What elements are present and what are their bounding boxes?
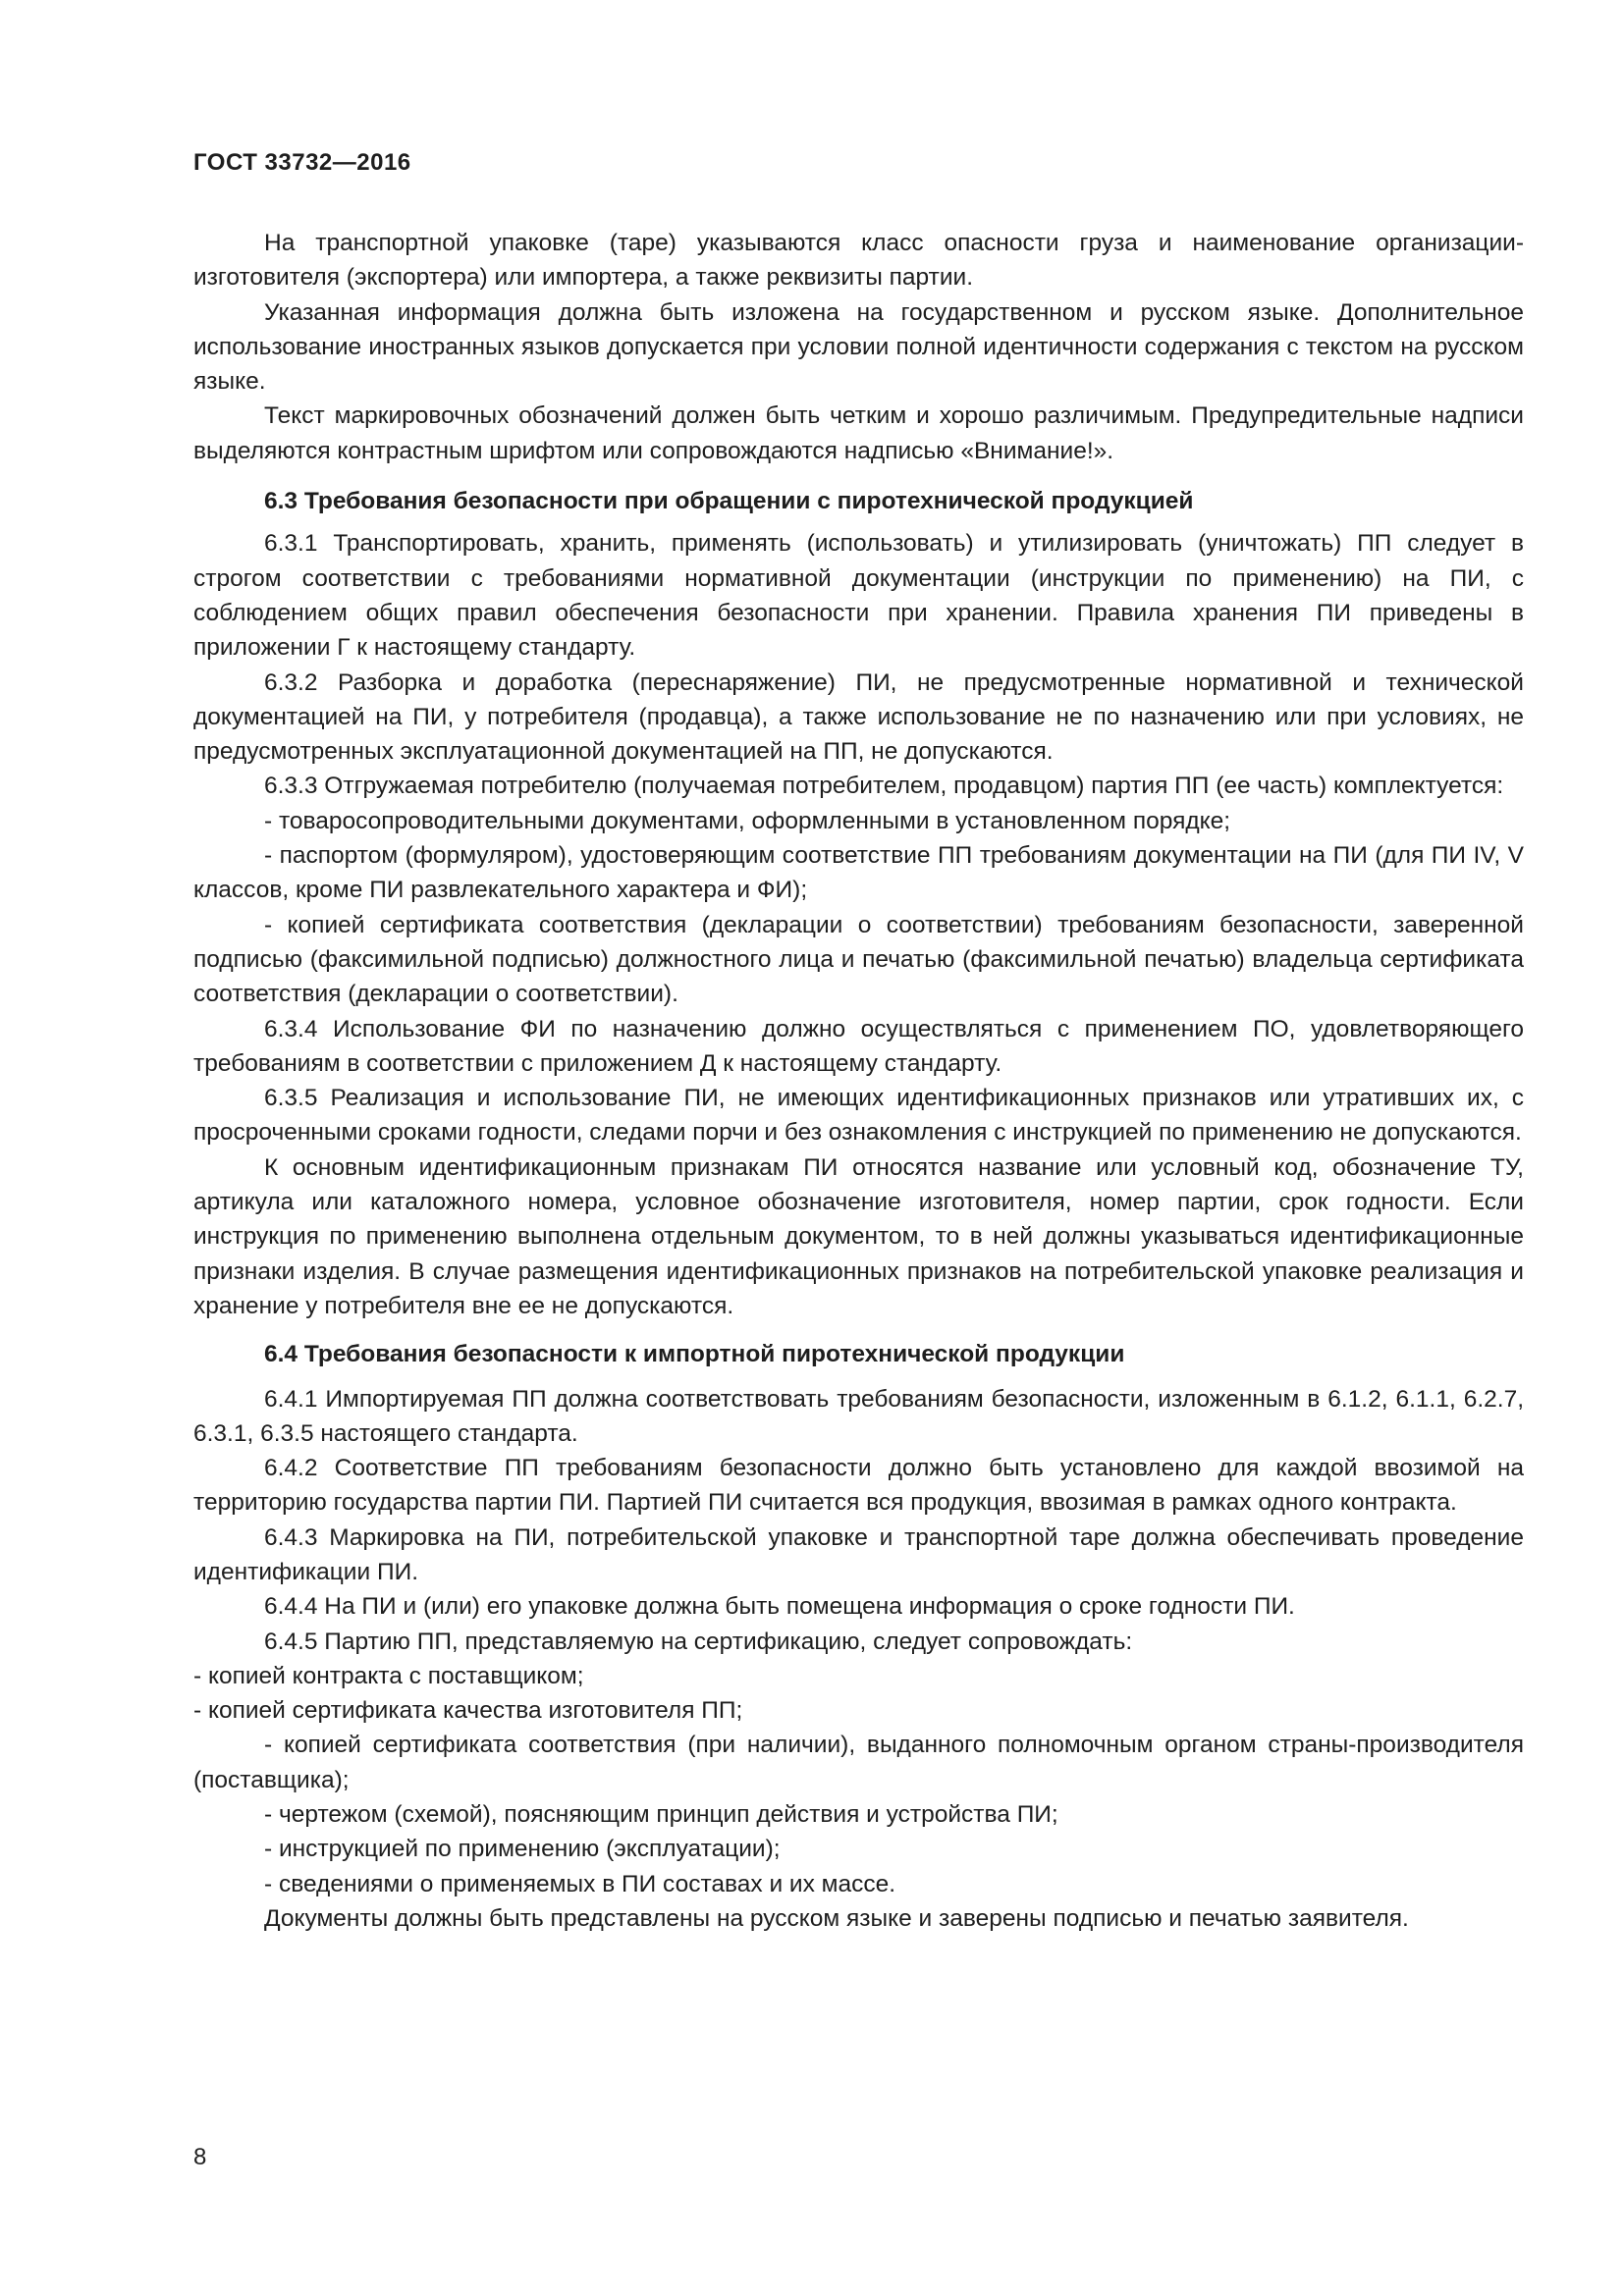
paragraph-documents: Документы должны быть представлены на русском языке и заверены подписью и печатью заявителя.: [264, 1904, 1409, 1932]
paragraph-intro: Текст маркировочных обозначений должен быть четким и хорошо различимым. Предупредительные надписи выделяются контрастным шрифтом или сопровождаются надписью «Внимание!».: [193, 402, 1524, 464]
document-header: ГОСТ 33732—2016: [193, 149, 411, 176]
page-number: 8: [193, 2144, 207, 2170]
list-item: - копией сертификата соответствия (декларации о соответствии) требованиям безопасности, заверенной подписью (факсимильной подписью) должностного лица и печатью (факсимильной печатью) владельца сертификата соответствия (декларации о соответствии).: [193, 911, 1524, 1008]
paragraph-6-4-1: 6.4.1 Импортируемая ПП должна соответствовать требованиям безопасности, изложенным в 6.1.2, 6.1.1, 6.2.7, 6.3.1, 6.3.5 настоящего стандарта.: [193, 1385, 1524, 1447]
list-item: - паспортом (формуляром), удостоверяющим соответствие ПП требованиям документации на ПИ (для ПИ IV, V классов, кроме ПИ развлекательного характера и ФИ);: [193, 842, 1524, 904]
paragraph-6-4-4: 6.4.4 На ПИ и (или) его упаковке должна быть помещена информация о сроке годности ПИ.: [264, 1593, 1295, 1621]
paragraph-6-3-5: 6.3.5 Реализация и использование ПИ, не имеющих идентификационных признаков или утративших их, с просроченными сроками годности, следами порчи и без ознакомления с инструкцией по применению не допускаются.: [193, 1085, 1524, 1147]
document-body: [193, 226, 1524, 1936]
list-item: - товаросопроводительными документами, оформленными в установленном порядке;: [264, 807, 1231, 834]
paragraph-6-4-3: 6.4.3 Маркировка на ПИ, потребительской упаковке и транспортной таре должна обеспечивать проведение идентификации ПИ.: [193, 1523, 1524, 1585]
list-item: - копией контракта с поставщиком;: [193, 1662, 584, 1689]
list-item: - чертежом (схемой), поясняющим принцип действия и устройства ПИ;: [264, 1801, 1058, 1829]
paragraph-6-4-2: 6.4.2 Соответствие ПП требованиям безопасности должно быть установлено для каждой ввозимой на территорию государства партии ПИ. Партией ПИ считается вся продукция, ввозимая в рамках одного контракта.: [193, 1455, 1524, 1517]
paragraph-6-3-2: 6.3.2 Разборка и доработка (переснаряжение) ПИ, не предусмотренные нормативной и технической документацией на ПИ, у потребителя (продавца), а также использование не по назначению или при условиях, не предусмотренных эксплуатационной документацией на ПП, не допускаются.: [193, 668, 1524, 766]
list-item: - копией сертификата соответствия (при наличии), выданного полномочным органом страны-производителя (поставщика);: [193, 1732, 1524, 1793]
section-heading-6-3: 6.3 Требования безопасности при обращении с пиротехнической продукцией: [264, 488, 1194, 515]
paragraph-6-3-1: 6.3.1 Транспортировать, хранить, применять (использовать) и утилизировать (уничтожать) ПП следует в строгом соответствии с требованиями нормативной документации (инструкции по применению) на ПИ, с соблюдением общих правил обеспечения безопасности при хранении. Правила хранения ПИ приведены в приложении Г к настоящему стандарту.: [193, 530, 1524, 662]
list-item: - копией сертификата качества изготовителя ПП;: [193, 1697, 743, 1725]
paragraph-6-4-5: 6.4.5 Партию ПП, представляемую на сертификацию, следует сопровождать:: [264, 1628, 1133, 1655]
paragraph-identification: К основным идентификационным признакам ПИ относятся название или условный код, обозначение ТУ, артикула или каталожного номера, условное обозначение изготовителя, номер партии, срок годности. Если инструкция по применению выполнена отдельным документом, то в ней должны указываться идентификационные признаки изделия. В случае размещения идентификационных признаков на потребительской упаковке реализация и хранение у потребителя вне ее не допускаются.: [193, 1153, 1524, 1319]
paragraph-6-3-4: 6.3.4 Использование ФИ по назначению должно осуществляться с применением ПО, удовлетворяющего требованиям в соответствии с приложением Д к настоящему стандарту.: [193, 1015, 1524, 1077]
list-item: - сведениями о применяемых в ПИ составах и их массе.: [264, 1870, 896, 1897]
list-item: - инструкцией по применению (эксплуатации);: [264, 1836, 781, 1863]
section-heading-6-4: 6.4 Требования безопасности к импортной пиротехнической продукции: [264, 1341, 1125, 1368]
paragraph-6-3-3: 6.3.3 Отгружаемая потребителю (получаемая потребителем, продавцом) партия ПП (ее часть) комплектуется:: [264, 773, 1504, 800]
paragraph-intro: Указанная информация должна быть изложена на государственном и русском языке. Дополнительное использование иностранных языков допускается при условии полной идентичности содержания с текстом на русском языке.: [193, 298, 1524, 396]
paragraph-intro: На транспортной упаковке (таре) указываются класс опасности груза и наименование организации-изготовителя (экспортера) или импортера, а также реквизиты партии.: [193, 230, 1524, 292]
